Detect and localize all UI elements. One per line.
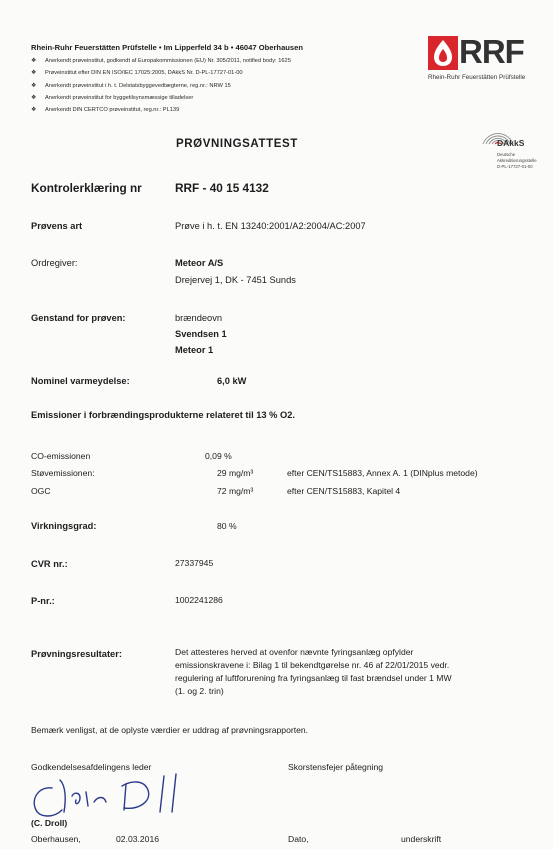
accreditation-text: Prøveinstitut efter DIN EN ISO/IEC 17025:2005, DAkkS Nr. D-PL-17727-01-00 [45, 70, 243, 76]
subject-model: Meteor 1 [175, 345, 214, 355]
test-type-label: Prøvens art [31, 221, 83, 231]
control-label: Kontrolerklæring nr [31, 181, 142, 195]
nominal-value: 6,0 kW [217, 376, 247, 386]
test-type-value: Prøve i h. t. EN 13240:2001/A2:2004/AC:2007 [175, 221, 366, 231]
control-value: RRF - 40 15 4132 [175, 181, 269, 195]
dakks-logo [479, 110, 551, 180]
client-name: Meteor A/S [175, 258, 224, 268]
accreditation-line [31, 106, 179, 113]
institute-address: Rhein-Ruhr Feuerstätten Prüfstelle • Im Lipperfeld 34 b • 46047 Oberhausen [31, 43, 304, 52]
bullet-icon: ❖ [31, 83, 37, 89]
document-title: PRØVNINGSATTEST [176, 138, 298, 150]
accreditation-text: Anerkendt prøveinstitut i h. t. Delstatsbyggevedtægterne, reg.nr.: NRW 15 [45, 83, 231, 89]
dakks-line: Akkreditierungsstelle [497, 158, 537, 163]
emissions-heading: Emissioner i forbrændingsprodukterne relateret til 13 % O2. [31, 410, 295, 420]
emission-method: efter CEN/TS15883, Kapitel 4 [287, 486, 401, 496]
accreditation-text: Anerkendt prøveinstitut, godkendt af Europakommissionen (EU) Nr. 305/2011, notified body: 1625 [45, 58, 291, 64]
pnr-label: P-nr.: [31, 596, 55, 606]
handwritten-signature [14, 766, 214, 826]
underskrift-label: underskrift [401, 834, 442, 844]
dakks-line: D-PL-17727-01-00 [497, 164, 533, 169]
cvr-label: CVR nr.: [31, 559, 68, 569]
bullet-icon: ❖ [31, 107, 37, 113]
emission-value: 72 mg/m³ [217, 486, 254, 496]
accreditation-line [31, 69, 243, 76]
client-address: Drejervej 1, DK - 7451 Sunds [175, 275, 296, 285]
efficiency-label: Virkningsgrad: [31, 521, 97, 531]
rrf-logo [428, 33, 546, 90]
dato-label: Dato, [288, 834, 309, 844]
logo-text: RRF [459, 33, 524, 70]
efficiency-value: 80 % [217, 521, 237, 531]
bullet-icon: ❖ [31, 70, 37, 76]
emission-value: 29 mg/m³ [217, 468, 254, 478]
subject-type: brændeovn [175, 313, 223, 323]
results-text: Det attesteres herved at ovenfor nævnte fyringsanlæg opfylder [175, 647, 414, 657]
results-text: regulering af luftforurening fra fyringsanlæg til fast brændsel under 1 MW [175, 673, 452, 683]
right-signature-title: Skorstensfejer påtegning [288, 762, 384, 772]
logo-subtitle: Rhein-Ruhr Feuerstätten Prüfstelle [428, 74, 526, 81]
accreditation-text: Anerkendt DIN CERTCO prøveinstitut, reg.nr.: PL139 [45, 107, 180, 113]
accreditation-text: Anerkendt prøveinstitut for byggetilsynsmæssige tilladelser [45, 95, 194, 101]
cvr-value: 27337945 [175, 558, 214, 568]
nominal-label: Nominel varmeydelse: [31, 376, 130, 386]
left-signature-title: Godkendelsesafdelingens leder [31, 762, 152, 772]
emission-value: 0,09 % [205, 451, 232, 461]
bullet-icon: ❖ [31, 95, 37, 101]
note-text: Bemærk venligst, at de oplyste værdier er uddrag af prøvningsrapporten. [31, 725, 309, 735]
client-label: Ordregiver: [31, 258, 78, 268]
signing-date: 02.03.2016 [116, 834, 160, 844]
signing-place: Oberhausen, [31, 834, 81, 844]
signatory-name: (C. Droll) [31, 818, 68, 828]
accreditation-line [31, 94, 193, 101]
emission-label: Støvemissionen: [31, 468, 95, 478]
dakks-name: DAkkS [497, 138, 525, 148]
accreditation-line [31, 57, 291, 64]
results-label: Prøvningsresultater: [31, 649, 122, 659]
pnr-value: 1002241286 [175, 595, 223, 605]
bullet-icon: ❖ [31, 58, 37, 64]
emission-label: CO-emissionen [31, 451, 91, 461]
emission-method: efter CEN/TS15883, Annex A. 1 (DINplus metode) [287, 468, 478, 478]
results-text: (1. og 2. trin) [175, 686, 224, 696]
dakks-line: Deutsche [497, 152, 516, 157]
subject-label: Genstand for prøven: [31, 313, 126, 323]
subject-model: Svendsen 1 [175, 329, 227, 339]
results-text: emissionskravene i: Bilag 1 til bekendtgørelse nr. 46 af 22/01/2015 vedr. [175, 660, 450, 670]
flame-logo-icon [428, 36, 458, 70]
emission-label: OGC [31, 486, 51, 496]
accreditation-line [31, 82, 231, 89]
